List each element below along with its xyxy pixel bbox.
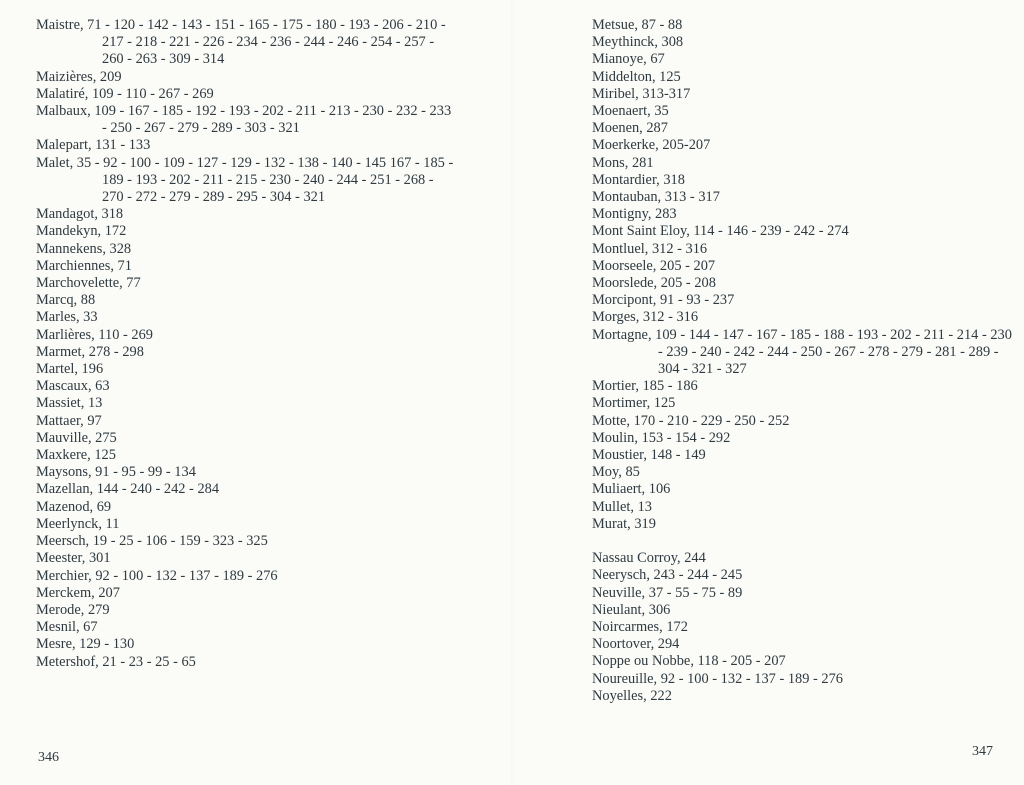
- index-entry: Meythinck, 308: [592, 34, 684, 51]
- index-entry: Montauban, 313 - 317: [592, 189, 720, 206]
- index-entry: Malepart, 131 - 133: [36, 137, 151, 154]
- index-entry: Moenaert, 35: [592, 103, 669, 120]
- index-entry: Mortagne, 109 - 144 - 147 - 167 - 185 - 188 - 193 - 202 - 211 - 214 - 230 - 239 - 240 - 242 - 244 - 250 - 267 - 278 - 279 - 281 - 289 - 304 - 321 - 327: [592, 326, 1012, 378]
- index-entry: Meerlynck, 11: [36, 515, 120, 532]
- index-entry: Moustier, 148 - 149: [592, 447, 706, 464]
- letter-section-gap: [592, 533, 1012, 550]
- index-entry: Mauville, 275: [36, 429, 117, 446]
- index-entry: Maysons, 91 - 95 - 99 - 134: [36, 464, 196, 481]
- page-number-left: 346: [38, 750, 59, 765]
- index-entry: Marcq, 88: [36, 292, 96, 309]
- index-entry: Mesre, 129 - 130: [36, 636, 135, 653]
- index-entry: Moulin, 153 - 154 - 292: [592, 429, 731, 446]
- index-entry: Meester, 301: [36, 550, 111, 567]
- page-number-right: 347: [972, 744, 993, 759]
- index-entry: Mortier, 185 - 186: [592, 378, 698, 395]
- index-entry: Mortimer, 125: [592, 395, 676, 412]
- index-entry: Murat, 319: [592, 515, 656, 532]
- index-entry: Metsue, 87 - 88: [592, 17, 683, 33]
- index-entry: Noureuille, 92 - 100 - 132 - 137 - 189 - 276: [592, 670, 843, 687]
- index-entry: Moerkerke, 205-207: [592, 137, 711, 154]
- index-entry: Moorslede, 205 - 208: [592, 275, 716, 292]
- index-entry: Nassau Corroy, 244: [592, 550, 706, 567]
- index-column-right: [592, 17, 1012, 705]
- index-entry: Metershof, 21 - 23 - 25 - 65: [36, 653, 196, 670]
- index-entry: Noppe ou Nobbe, 118 - 205 - 207: [592, 653, 786, 670]
- index-entry: Mandagot, 318: [36, 206, 124, 223]
- index-entry: Mesnil, 67: [36, 619, 98, 636]
- index-entry: Muliaert, 106: [592, 481, 671, 498]
- index-entry: Merchier, 92 - 100 - 132 - 137 - 189 - 276: [36, 567, 278, 584]
- index-entry: Montluel, 312 - 316: [592, 240, 708, 257]
- index-entry: Marmet, 278 - 298: [36, 343, 144, 360]
- index-entry: Marlières, 110 - 269: [36, 326, 153, 343]
- index-entry: Martel, 196: [36, 361, 104, 378]
- index-entry: Neuville, 37 - 55 - 75 - 89: [592, 584, 743, 601]
- index-entry: Morges, 312 - 316: [592, 309, 699, 326]
- index-entry: Noortover, 294: [592, 636, 680, 653]
- index-entry: Montardier, 318: [592, 171, 685, 188]
- index-entry: Mandekyn, 172: [36, 223, 127, 240]
- index-entry: Mianoye, 67: [592, 51, 665, 68]
- index-entry: Marchiennes, 71: [36, 257, 132, 274]
- index-entry: Mont Saint Eloy, 114 - 146 - 239 - 242 - 274: [592, 223, 849, 240]
- index-entry: Malbaux, 109 - 167 - 185 - 192 - 193 - 202 - 211 - 213 - 230 - 232 - 233 - 250 - 267 - 279 - 289 - 303 - 321: [36, 103, 452, 137]
- index-column-left: [36, 17, 456, 671]
- index-entry: Mazenod, 69: [36, 498, 112, 515]
- index-entry: Moy, 85: [592, 464, 640, 481]
- index-entry: Marles, 33: [36, 309, 98, 326]
- index-entry: Mullet, 13: [592, 498, 652, 515]
- index-entry: Maxkere, 125: [36, 447, 116, 464]
- index-entry: Mannekens, 328: [36, 240, 132, 257]
- index-entry: Moenen, 287: [592, 120, 668, 137]
- index-entry: Meersch, 19 - 25 - 106 - 159 - 323 - 325: [36, 533, 268, 550]
- index-entry: Mazellan, 144 - 240 - 242 - 284: [36, 481, 220, 498]
- index-entry: Middelton, 125: [592, 68, 681, 85]
- index-entry: Malet, 35 - 92 - 100 - 109 - 127 - 129 - 132 - 138 - 140 - 145 167 - 185 - 189 - 193 - 202 - 211 - 215 - 230 - 240 - 244 - 251 - 268 - 270 - 272 - 279 - 289 - 295 - 304 - 321: [36, 154, 454, 206]
- index-entry: Merode, 279: [36, 601, 110, 618]
- index-entry: Motte, 170 - 210 - 229 - 250 - 252: [592, 412, 790, 429]
- index-entry: Maizières, 209: [36, 68, 122, 85]
- index-entry: Nieulant, 306: [592, 601, 671, 618]
- index-entry: Noyelles, 222: [592, 687, 672, 704]
- index-entry: Noircarmes, 172: [592, 618, 688, 635]
- index-entry: Morcipont, 91 - 93 - 237: [592, 292, 735, 309]
- index-entry: Mascaux, 63: [36, 378, 110, 395]
- index-entry: Neerysch, 243 - 244 - 245: [592, 567, 743, 584]
- index-entry: Moorseele, 205 - 207: [592, 257, 716, 274]
- index-entry: Maistre, 71 - 120 - 142 - 143 - 151 - 165 - 175 - 180 - 193 - 206 - 210 - 217 - 218 - 221 - 226 - 234 - 236 - 244 - 246 - 254 - 257 - 260 - 263 - 309 - 314: [36, 17, 446, 68]
- index-entry: Massiet, 13: [36, 395, 103, 412]
- index-entry: Marchovelette, 77: [36, 275, 141, 292]
- index-entry: Mons, 281: [592, 154, 654, 171]
- index-entry: Mattaer, 97: [36, 412, 102, 429]
- right-page: [512, 0, 1024, 785]
- index-entry: Malatiré, 109 - 110 - 267 - 269: [36, 85, 214, 102]
- index-entry: Montigny, 283: [592, 206, 677, 223]
- index-entry: Miribel, 313-317: [592, 85, 691, 102]
- index-entry: Merckem, 207: [36, 584, 120, 601]
